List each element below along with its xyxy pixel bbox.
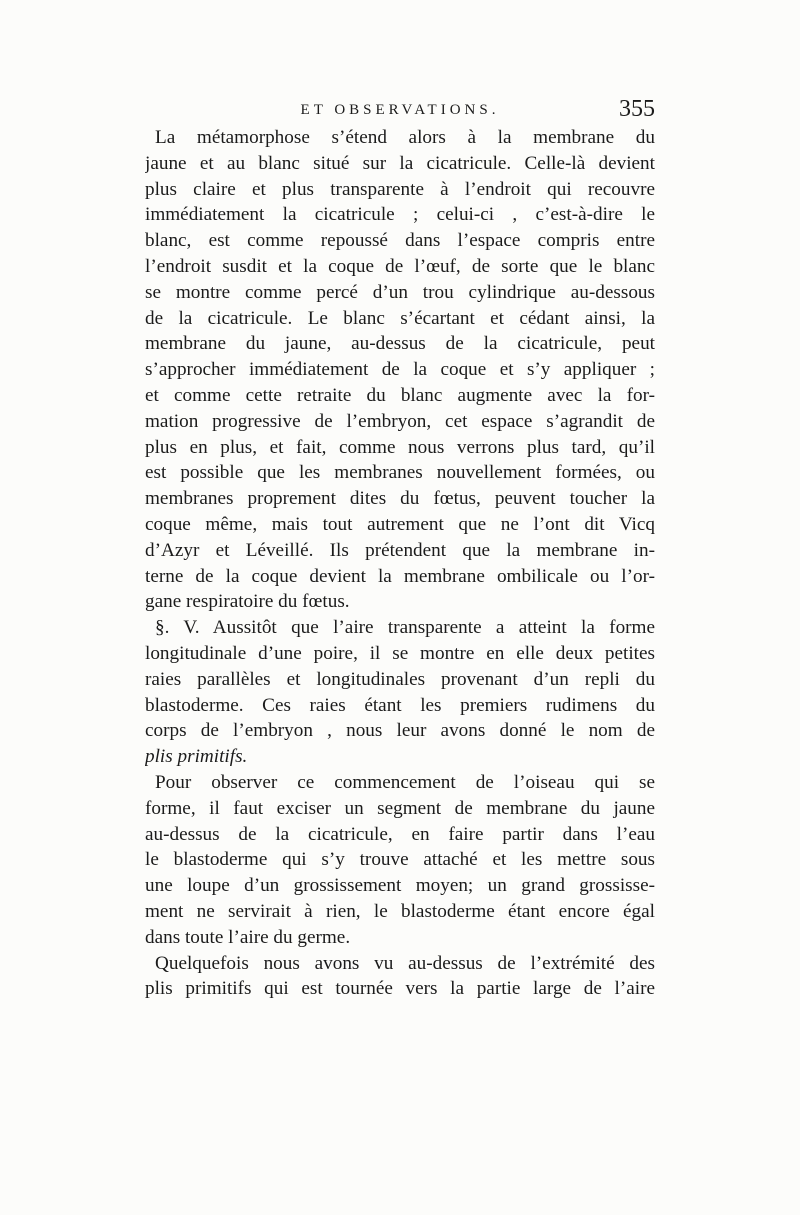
text-line: terne de la coque devient la membrane ombilicale ou l’or- [145, 565, 655, 587]
text-line: plis primitifs qui est tournée vers la partie large de l’aire [145, 978, 655, 1000]
text-line: blastoderme. Ces raies étant les premiers rudimens du [145, 694, 655, 716]
italic-term-line: plis primitifs. [145, 746, 248, 768]
text-line: membranes proprement dites du fœtus, peuvent toucher la [145, 488, 655, 510]
text-line: blanc, est comme repoussé dans l’espace compris entre [145, 230, 655, 252]
page-number: 355 [619, 96, 655, 122]
text-line: Pour observer ce commencement de l’oiseau qui se [155, 771, 655, 793]
text-line: l’endroit susdit et la coque de l’œuf, de sorte que le blanc [145, 255, 655, 277]
text-line: et comme cette retraite du blanc augmente avec la for- [145, 384, 655, 406]
text-line: La métamorphose s’étend alors à la membrane du [155, 127, 655, 148]
text-line: le blastoderme qui s’y trouve attaché et les mettre sous [145, 849, 655, 871]
text-line: raies parallèles et longitudinales provenant d’un repli du [145, 668, 655, 690]
text-line: est possible que les membranes nouvellement formées, ou [145, 462, 655, 484]
page-header [145, 96, 655, 126]
text-line: jaune et au blanc situé sur la cicatricule. Celle-là devient [145, 152, 655, 174]
body-text [145, 125, 655, 1002]
text-line: ment ne servirait à rien, le blastoderme étant encore égal [145, 900, 655, 922]
text-line: forme, il faut exciser un segment de membrane du jaune [145, 797, 655, 819]
text-line: mation progressive de l’embryon, cet espace s’agrandit de [145, 410, 655, 432]
text-line: immédiatement la cicatricule ; celui-ci , c’est-à-dire le [145, 204, 655, 226]
text-line: coque même, mais tout autrement que ne l’ont dit Vicq [145, 513, 655, 535]
text-line: Quelquefois nous avons vu au-dessus de l’extrémité des [155, 952, 655, 974]
text-line: dans toute l’aire du germe. [145, 926, 351, 948]
section-heading-line: §. V. Aussitôt que l’aire transparente a atteint la forme [155, 617, 655, 639]
text-line: corps de l’embryon , nous leur avons donné le nom de [145, 720, 655, 742]
text-line: membrane du jaune, au-dessus de la cicatricule, peut [145, 333, 655, 355]
text-line: de la cicatricule. Le blanc s’écartant et cédant ainsi, la [145, 307, 655, 329]
text-line: longitudinale d’une poire, il se montre en elle deux petites [145, 642, 655, 664]
text-line: s’approcher immédiatement de la coque et s’y appliquer ; [145, 359, 655, 381]
text-line: une loupe d’un grossissement moyen; un grand grossisse- [145, 875, 655, 897]
text-line: plus claire et plus transparente à l’endroit qui recouvre [145, 178, 655, 200]
running-title: ET OBSERVATIONS. [300, 102, 500, 118]
text-line: plus en plus, et fait, comme nous verrons plus tard, qu’il [145, 436, 655, 458]
text-line: gane respiratoire du fœtus. [145, 591, 350, 613]
text-line: d’Azyr et Léveillé. Ils prétendent que la membrane in- [145, 539, 655, 561]
text-line: se montre comme percé d’un trou cylindrique au-dessous [145, 281, 655, 303]
text-line: au-dessus de la cicatricule, en faire partir dans l’eau [145, 823, 655, 845]
